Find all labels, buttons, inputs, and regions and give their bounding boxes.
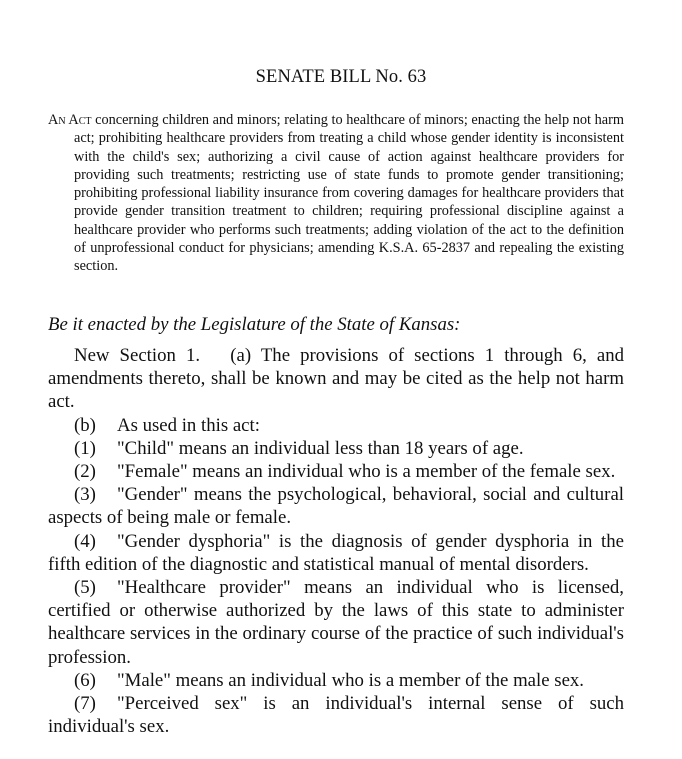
bill-title: SENATE BILL No. 63 [255, 67, 427, 87]
definition-item [48, 669, 624, 692]
definition-text: "Healthcare provider" means an individual who is licensed, certified or otherwise authorized by the laws of this state to administer healthcare services in the ordinary course of the practice of such individual's profession. [48, 577, 624, 668]
act-text: concerning children and minors; relating to healthcare of minors; enacting the help not harm act; prohibiting healthcare providers from treating a child whose gender identity is inconsistent with the child's sex; authorizing a civil cause of action against healthcare providers for providing such treatments; restricting use of state funds to promote gender transitioning; prohibiting professional liability insurance from covering damages for healthcare providers that provide gender transition treatment to children; requiring professional discipline against a healthcare provider who performs such treatments; adding violation of the act to the definition of unprofessional conduct for physicians; amending K.S.A. 65-2837 and repealing the existing section. [74, 112, 624, 275]
definition-text: "Male" means an individual who is a member of the male sex. [117, 669, 585, 691]
act-description [48, 111, 624, 276]
definition-label: (7) [74, 693, 96, 715]
definition-label: (6) [74, 669, 96, 691]
enacting-clause: Be it enacted by the Legislature of the State of Kansas: [48, 314, 461, 335]
definition-label: (3) [74, 484, 96, 506]
definition-text: "Gender" means the psychological, behavioral, social and cultural aspects of being male or female. [48, 484, 624, 529]
definition-text: "Female" means an individual who is a member of the female sex. [117, 461, 616, 483]
definition-text: "Gender dysphoria" is the diagnosis of gender dysphoria in the fifth edition of the diagnostic and statistical manual of mental disorders. [48, 530, 624, 575]
definition-item [48, 576, 624, 669]
subsection-b-text: As used in this act: [117, 414, 260, 436]
definition-label: (5) [74, 577, 96, 599]
bill-body [48, 344, 629, 738]
section-1-intro: New Section 1. (a) The provisions of sections 1 through 6, and amendments thereto, shall be known and may be cited as the help not harm act. [48, 345, 629, 413]
definition-label: (1) [74, 437, 96, 459]
definition-label: (4) [74, 530, 96, 552]
definition-item [48, 692, 624, 738]
act-prefix: An Act [48, 112, 92, 128]
definition-text: "Child" means an individual less than 18 years of age. [117, 437, 524, 459]
subsection-b [48, 414, 624, 437]
definition-label: (2) [74, 461, 96, 483]
definition-item [48, 437, 624, 460]
definition-item [48, 530, 624, 576]
definition-item [48, 460, 624, 483]
subsection-b-label: (b) [74, 414, 96, 436]
definition-text: "Perceived sex" is an individual's internal sense of such individual's sex. [48, 693, 624, 738]
definition-item [48, 483, 624, 529]
